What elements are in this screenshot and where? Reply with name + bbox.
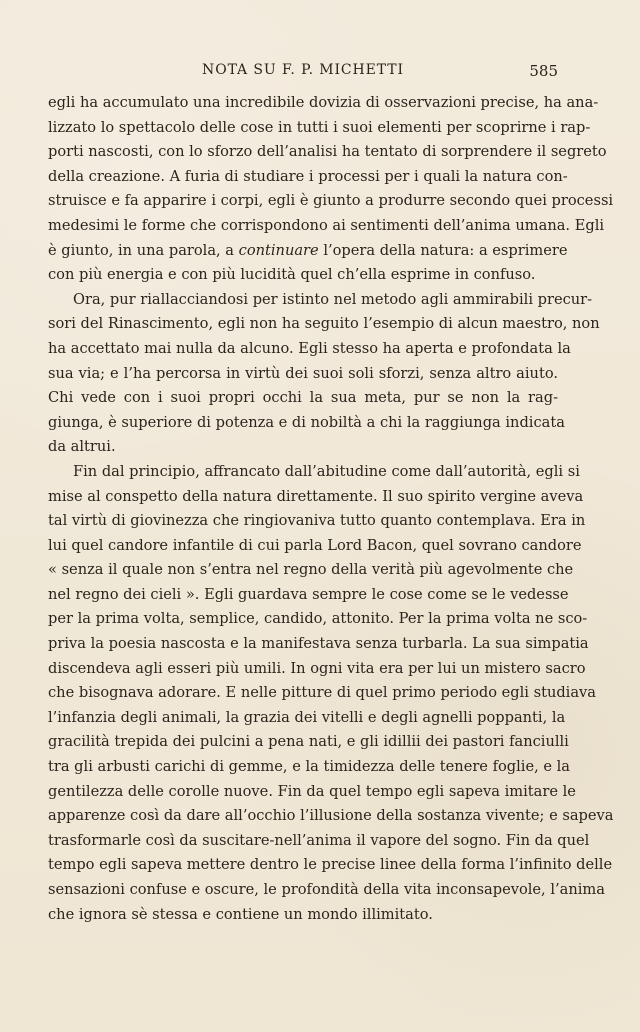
text-line: « senza il quale non s’entra nel regno della verità più agevolmente che — [48, 561, 574, 579]
italic-word: continuare — [238, 241, 319, 259]
text-line: tra gli arbusti carichi di gemme, e la timidezza delle tenere foglie, e la — [48, 758, 571, 776]
text-fragment: l’opera della natura: a esprimere — [323, 241, 568, 259]
text-line: sori del Rinascimento, egli non ha seguito l’esempio di alcun maestro, non — [48, 315, 600, 333]
text-fragment: è giunto, in una parola, a — [48, 241, 235, 259]
text-line: che bisognava adorare. E nelle pitture di quel primo periodo egli studiava — [48, 684, 596, 702]
text-line: Chi vede con i suoi propri occhi la sua meta, pur se non la rag- — [48, 389, 558, 407]
text-line: sensazioni confuse e oscure, le profondità della vita inconsapevole, l’anima — [48, 881, 605, 898]
text-line: Ora, pur riallacciandosi per istinto nel metodo agli ammirabili precur- — [73, 290, 593, 308]
text-line: l’infanzia degli animali, la grazia dei vitelli e degli agnelli poppanti, la — [48, 708, 566, 726]
text-line: tempo egli sapeva mettere dentro le precise linee della forma l’infinito delle — [48, 856, 613, 874]
text-line: sua via; e l’ha percorsa in virtù dei suoi soli sforzi, senza altro aiuto. — [48, 364, 558, 382]
text-line: Fin dal principio, affrancato dall’abitudine come dall’autorità, egli si — [73, 462, 580, 480]
page-body — [48, 91, 614, 927]
text-line: gracilità trepida dei pulcini a pena nati, e gli idillii dei pastori fanciulli — [48, 733, 569, 751]
text-line: tal virtù di giovinezza che ringiovaniva tutto quanto contemplava. Era in — [48, 512, 586, 530]
text-line: da altrui. — [48, 438, 116, 456]
text-line: mise al conspetto della natura direttamente. Il suo spirito vergine aveva — [48, 487, 584, 505]
paragraph-1 — [48, 91, 614, 288]
text-line: apparenze così da dare all’occhio l’illusione della sostanza vivente; e sapeva — [48, 807, 614, 825]
text-line: gentilezza delle corolle nuove. Fin da quel tempo egli sapeva imitare le — [48, 782, 576, 800]
text-line: giunga, è superiore di potenza e di nobiltà a chi la raggiunga indicata — [48, 413, 565, 431]
paragraph-3 — [48, 460, 614, 927]
text-line: ha accettato mai nulla da alcuno. Egli stesso ha aperta e profondata la — [48, 339, 571, 357]
text-line: lui quel candore infantile di cui parla Lord Bacon, quel sovrano candore — [48, 536, 582, 554]
text-line: struisce e fa apparire i corpi, egli è giunto a produrre secondo quei processi — [48, 192, 614, 210]
text-line: per la prima volta, semplice, candido, attonito. Per la prima volta ne sco- — [48, 610, 588, 628]
text-line: della creazione. A furia di studiare i processi per i quali la natura con- — [48, 167, 568, 185]
text-line: discendeva agli esseri più umili. In ogni vita era per lui un mistero sacro — [48, 659, 586, 677]
text-line-with-italic — [48, 239, 568, 264]
page-number: 585 — [529, 62, 558, 80]
paragraph-2 — [48, 288, 600, 460]
text-line: trasformarle così da suscitare-nell’anima il vapore del sogno. Fin da quel — [48, 831, 590, 849]
running-title: NOTA SU F. P. MICHETTI — [202, 62, 404, 78]
text-line: che ignora sè stessa e contiene un mondo illimitato. — [48, 905, 433, 923]
page-header — [48, 62, 558, 86]
text-line: nel regno dei cieli ». Egli guardava sempre le cose come se le vedesse — [48, 585, 569, 603]
text-line: porti nascosti, con lo sforzo dell’analisi ha tentato di sorprendere il segreto — [48, 143, 607, 161]
text-line: lizzato lo spettacolo delle cose in tutti i suoi elementi per scoprirne i rap- — [48, 118, 591, 136]
text-line: con più energia e con più lucidità quel ch’ella esprime in confuso. — [48, 266, 536, 284]
text-line: priva la poesia nascosta e la manifestava senza turbarla. La sua simpatia — [48, 635, 589, 653]
text-line: egli ha accumulato una incredibile dovizia di osservazioni precise, ha ana- — [48, 94, 599, 111]
text-line: medesimi le forme che corrispondono ai sentimenti dell’anima umana. Egli — [48, 216, 605, 234]
